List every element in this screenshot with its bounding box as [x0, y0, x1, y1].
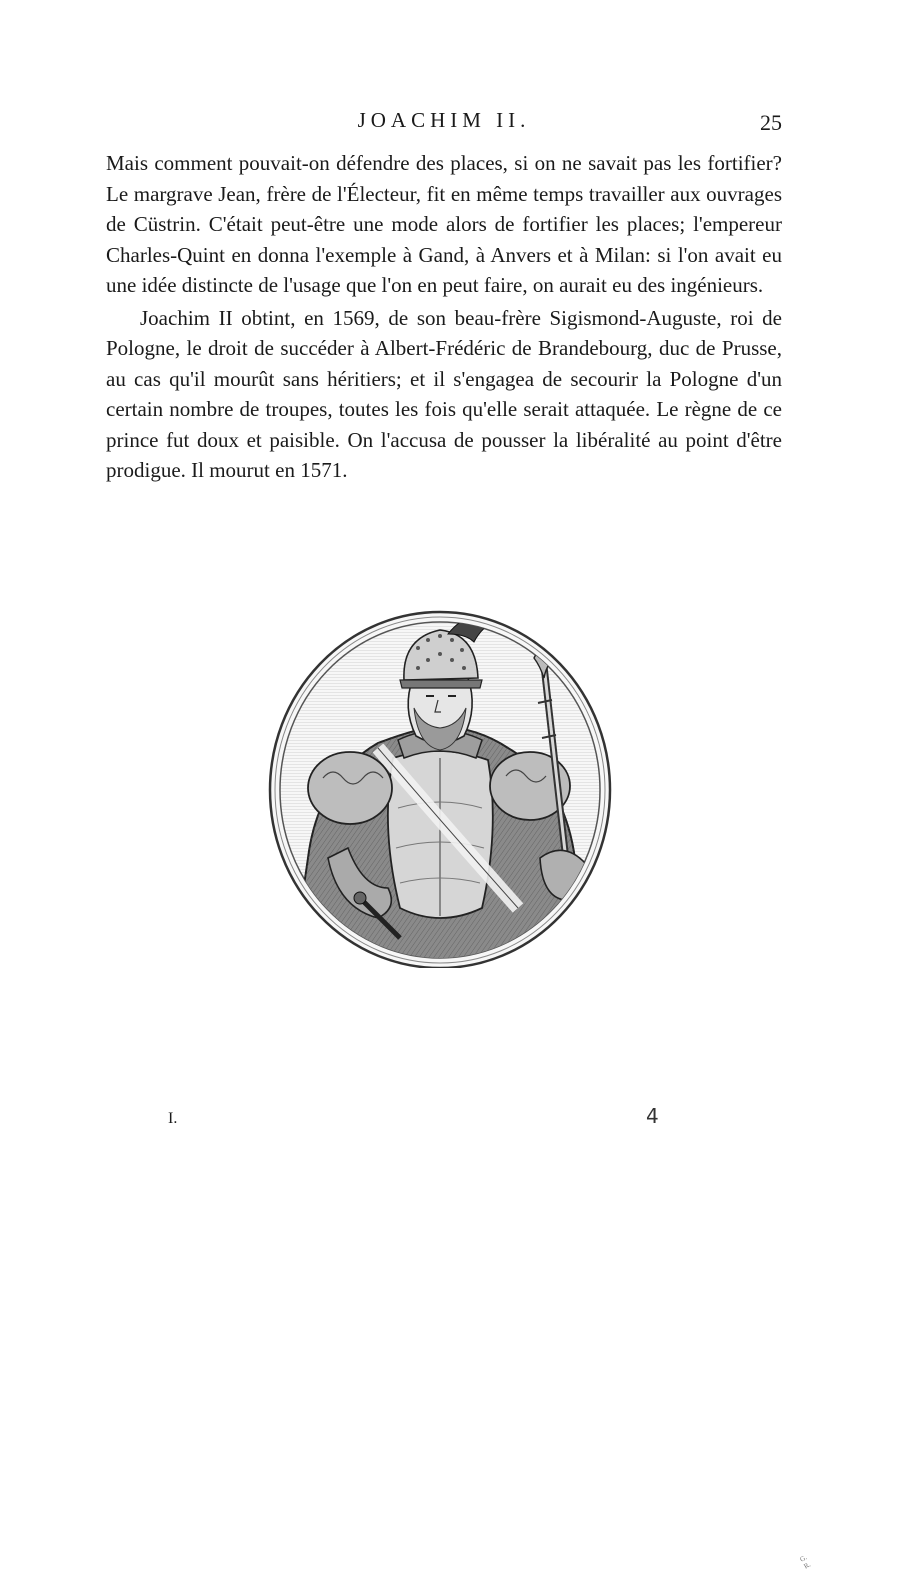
running-head	[106, 108, 782, 138]
sheet-number: 4	[646, 1104, 659, 1128]
paragraph-1: Mais comment pouvait-on défendre des places, si on ne savait pas les fortifier? Le margrave Jean, frère de l'Électeur, fit en même temps travailler aux ouvrages de Cüstrin. C'était peut-être une mode alors de fortifier les places; l'empereur Charles-Quint en donna l'exemple à Gand, à Anvers et à Milan: si l'on avait eu une idée distincte de l'usage que l'on en peut faire, on aurait eu des ingénieurs.	[106, 151, 782, 297]
artist-signature: G. R.	[798, 1553, 813, 1571]
portrait-engraving	[268, 608, 612, 968]
portrait-medallion	[268, 608, 813, 1571]
paragraph-2: Joachim II obtint, en 1569, de son beau-frère Sigismond-Auguste, roi de Pologne, le droit de succéder à Albert-Frédéric de Brandebourg, duc de Prusse, au cas qu'il mourût sans héritiers; et il s'engagea de secourir la Pologne d'un certain nombre de troupes, toutes les fois qu'elle serait attaquée. Le règne de ce prince fut doux et paisible. On l'accusa de pousser la libéralité au point d'être prodigue. Il mourut en 1571.	[106, 305, 782, 482]
running-title: JOACHIM II.	[357, 108, 531, 132]
page-number: 25	[760, 110, 782, 135]
signature-mark: I.	[168, 1110, 178, 1127]
left-pauldron	[308, 752, 392, 824]
body-text	[106, 148, 782, 486]
